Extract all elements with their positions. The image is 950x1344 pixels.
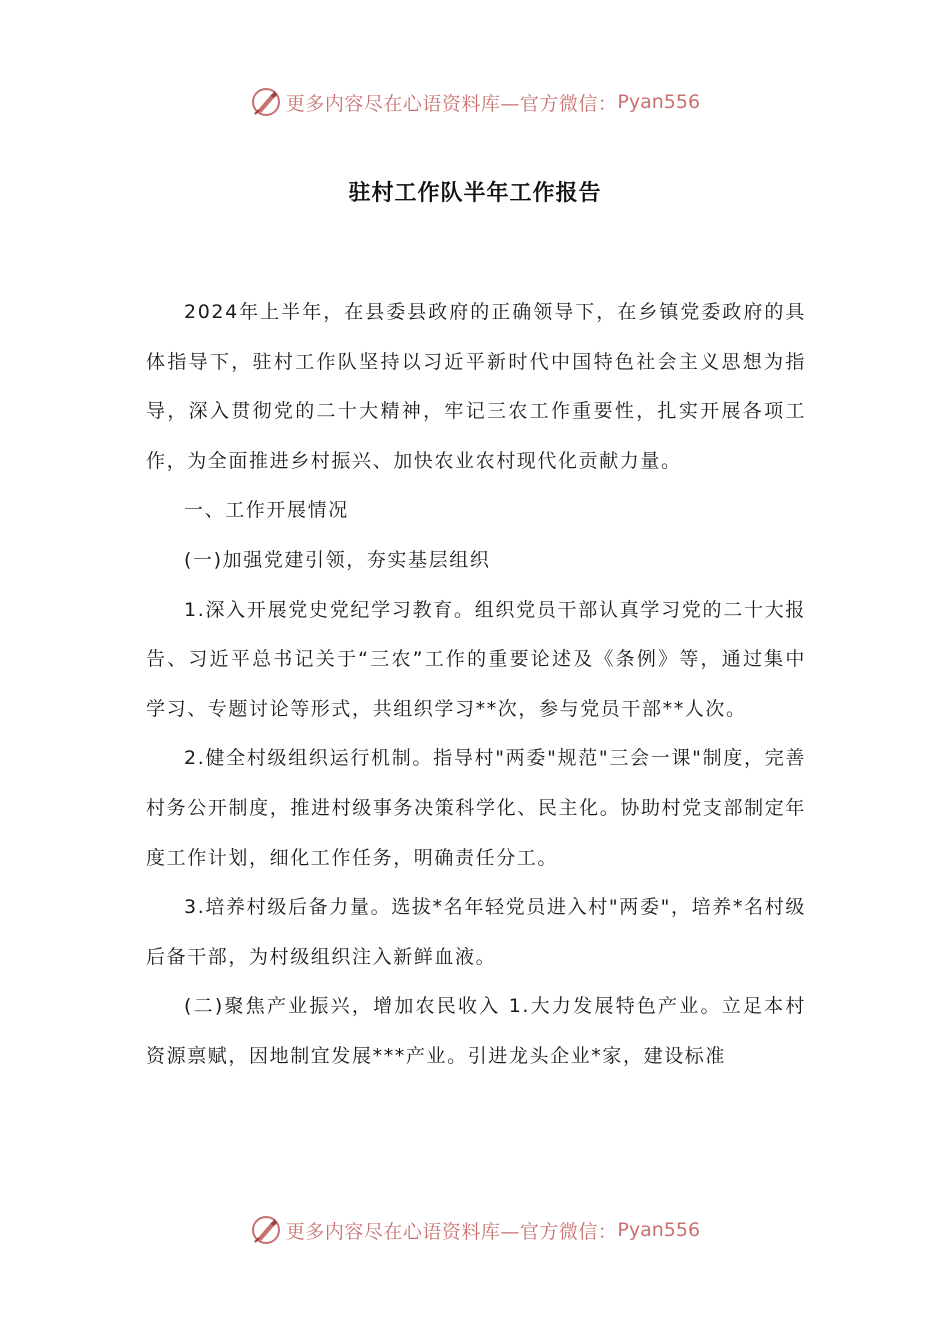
watermark-wechat-id: Pyan556	[617, 1219, 701, 1241]
header-watermark	[0, 82, 950, 122]
pen-logo-icon	[250, 86, 282, 118]
document-body	[146, 288, 806, 1082]
watermark-text: 更多内容尽在心语资料库—官方微信：	[285, 92, 618, 115]
body-paragraph: (二)聚焦产业振兴，增加农民收入 1.大力发展特色产业。立足本村资源禀赋，因地制宜发展***产业。引进龙头企业*家，建设标准	[146, 995, 806, 1067]
subsection-heading: (一)加强党建引领，夯实基层组织	[184, 548, 491, 571]
pen-logo-icon	[250, 1214, 282, 1246]
body-paragraph: 2.健全村级组织运行机制。指导村"两委"规范"三会一课"制度，完善村务公开制度，推进村级事务决策科学化、民主化。协助村党支部制定年度工作计划，细化工作任务，明确责任分工。	[146, 747, 806, 869]
document-title: 驻村工作队半年工作报告	[348, 181, 602, 206]
watermark-wechat-id: Pyan556	[617, 91, 701, 113]
footer-watermark	[0, 1210, 950, 1250]
body-paragraph: 1.深入开展党史党纪学习教育。组织党员干部认真学习党的二十大报告、习近平总书记关于“三农”工作的重要论述及《条例》等，通过集中学习、专题讨论等形式，共组织学习**次，参与党员干部**人次。	[146, 598, 806, 720]
intro-paragraph: 2024年上半年，在县委县政府的正确领导下，在乡镇党委政府的具体指导下，驻村工作队坚持以习近平新时代中国特色社会主义思想为指导，深入贯彻党的二十大精神，牢记三农工作重要性，扎实开展各项工作，为全面推进乡村振兴、加快农业农村现代化贡献力量。	[146, 301, 806, 472]
watermark-text: 更多内容尽在心语资料库—官方微信：	[285, 1220, 618, 1243]
body-paragraph: 3.培养村级后备力量。选拔*名年轻党员进入村"两委"，培养*名村级后备干部，为村级组织注入新鲜血液。	[146, 896, 806, 968]
section-heading: 一、工作开展情况	[184, 499, 349, 522]
